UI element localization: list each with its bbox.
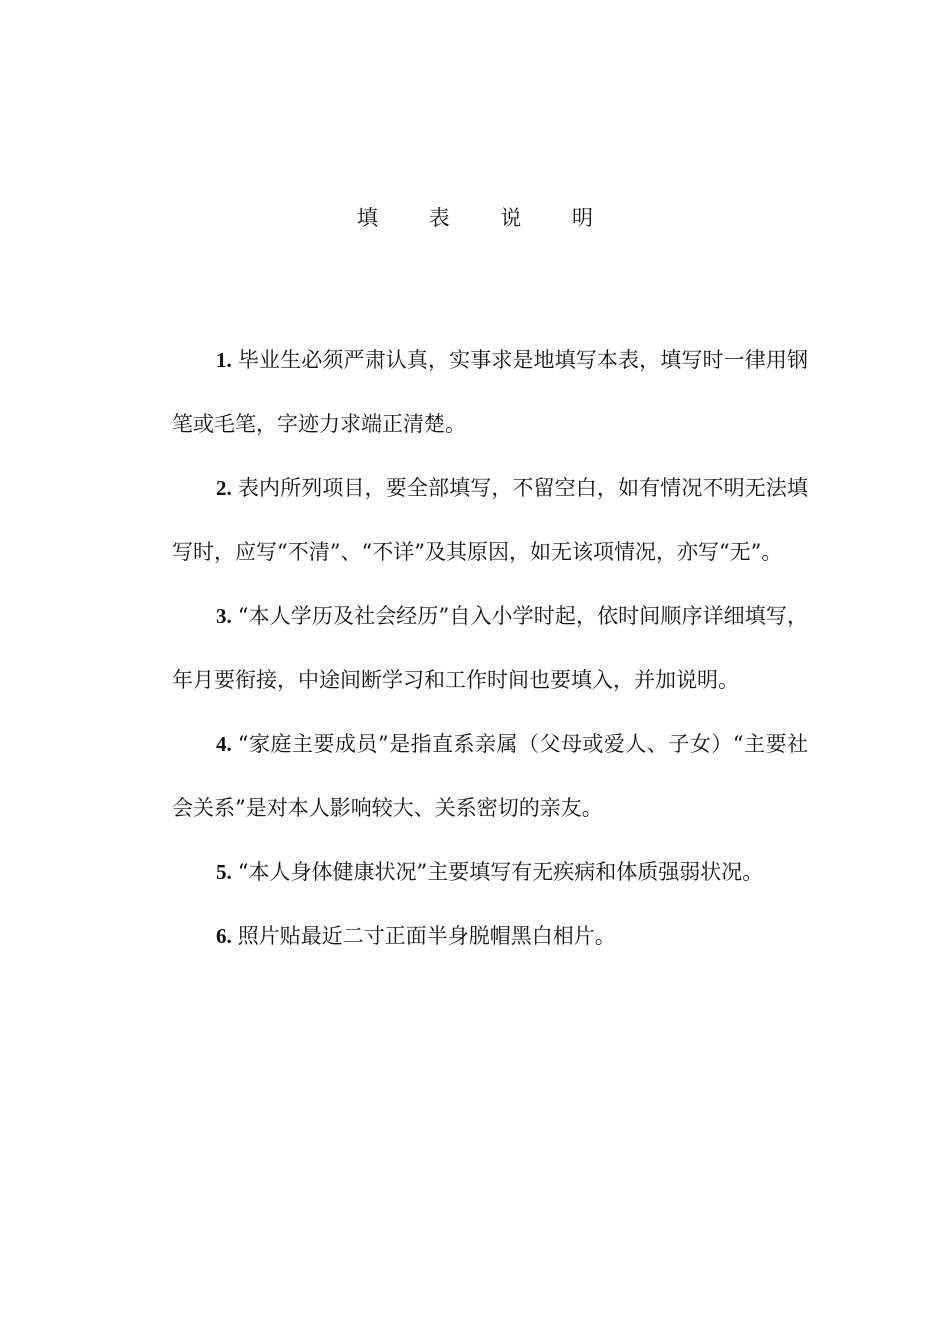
title-char: 表 <box>428 206 450 230</box>
item-text: 照片贴最近二寸正面半身脱帽黑白相片。 <box>237 924 616 948</box>
item-text: “本人学历及社会经历”自入小学时起，依时间顺序详细填写，年月要衔接，中途间断学习和工作时间也要填入，并加说明。 <box>172 604 808 692</box>
instructions-list <box>172 328 808 968</box>
item-number: 4. <box>216 732 232 756</box>
instruction-item-6 <box>172 904 808 968</box>
page-title <box>0 204 950 232</box>
instruction-item-4 <box>172 712 808 840</box>
item-text: “家庭主要成员”是指直系亲属（父母或爱人、子女）“主要社会关系”是对本人影响较大、关系密切的亲友。 <box>172 732 808 820</box>
title-char: 填 <box>356 206 378 230</box>
instruction-item-1 <box>172 328 808 456</box>
item-text: 表内所列项目，要全部填写，不留空白，如有情况不明无法填写时，应写“不清”、“不详”及其原因，如无该项情况，亦写“无”。 <box>172 476 808 564</box>
title-char: 明 <box>572 206 594 230</box>
instruction-item-2 <box>172 456 808 584</box>
item-number: 2. <box>216 476 232 500</box>
instruction-item-5 <box>172 840 808 904</box>
instruction-item-3 <box>172 584 808 712</box>
item-number: 6. <box>216 924 232 948</box>
item-number: 5. <box>216 860 232 884</box>
item-number: 3. <box>216 604 232 628</box>
item-text: 毕业生必须严肃认真，实事求是地填写本表，填写时一律用钢笔或毛笔，字迹力求端正清楚。 <box>172 348 808 436</box>
item-text: “本人身体健康状况”主要填写有无疾病和体质强弱状况。 <box>237 860 764 884</box>
item-number: 1. <box>216 348 232 372</box>
title-char: 说 <box>500 206 522 230</box>
